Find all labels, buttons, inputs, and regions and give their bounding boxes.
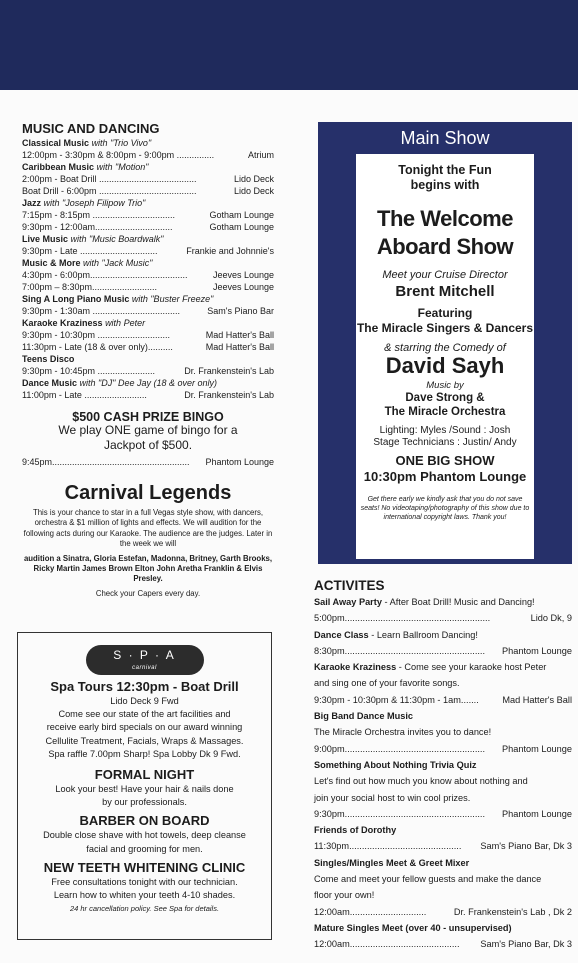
activity-heading [314, 627, 572, 643]
activity-time-row [314, 806, 572, 822]
tonight-line-2: begins with [410, 178, 480, 192]
activity-time: 9:30pm....................................................... [314, 808, 486, 819]
music-time-row [22, 221, 274, 233]
activity-heading [314, 822, 572, 838]
big-show: ONE BIG SHOW [395, 453, 495, 468]
comedian: David Sayh [385, 353, 505, 378]
music-time: 12:00pm - 3:30pm & 8:00pm - 9:00pm ............... [22, 150, 215, 160]
main-show-title: Main Show [400, 128, 490, 148]
music-item-heading [22, 317, 274, 329]
music-item-name: Karaoke Kraziness [22, 318, 103, 328]
music-item-name: Music & More [22, 258, 81, 268]
activity-line: join your social host to win cool prizes. [314, 792, 471, 803]
music-item-with: with "Jack Music" [83, 258, 153, 268]
formal-title: FORMAL NIGHT [94, 767, 195, 783]
music-item-name: Dance Music [22, 378, 78, 388]
music-venue: Gotham Lounge [209, 222, 274, 232]
activity-heading [314, 920, 572, 936]
activity-venue: Mad Hatter's Ball [502, 694, 572, 705]
director-name: Brent Mitchell [395, 283, 495, 300]
music-line-1: Dave Strong & [405, 392, 485, 404]
music-item-heading [22, 197, 274, 209]
starring: & starring the Comedy of [384, 342, 506, 354]
left-column [22, 121, 274, 599]
activity-time: 12:00am........................................... [314, 939, 460, 950]
music-item-name: Classical Music [22, 138, 90, 148]
music-item-heading [22, 233, 274, 245]
activity-name: Friends of Dorothy [314, 825, 397, 836]
activity-venue: Phantom Lounge [502, 808, 572, 819]
activity-name: Big Band Dance Music [314, 711, 414, 722]
music-venue: Mad Hatter's Ball [205, 342, 274, 352]
spa-location: Lido Deck 9 Fwd [110, 696, 179, 706]
header-banner [0, 0, 578, 90]
activity-venue: Lido Dk, 9 [530, 613, 572, 624]
barber-line: facial and grooming for men. [86, 843, 203, 854]
spa-logo-text: S · P · A [113, 648, 176, 662]
activity-venue: Phantom Lounge [502, 645, 572, 656]
spa-box [17, 632, 272, 940]
activity-line: and sing one of your favorite songs. [314, 678, 460, 689]
singers: The Miracle Singers & Dancers [356, 321, 534, 335]
music-time-row [22, 389, 274, 401]
music-time-row [22, 209, 274, 221]
music-title: MUSIC AND DANCING [22, 121, 160, 136]
tonight-line-1: Tonight the Fun [398, 163, 492, 177]
big-show-time: 10:30pm Phantom Lounge [363, 469, 527, 484]
music-time-row [22, 245, 274, 257]
activity-venue: Dr. Frankenstein's Lab , Dk 2 [453, 906, 572, 917]
barber-title: BARBER ON BOARD [79, 813, 210, 829]
activity-time: 9:30pm - 10:30pm & 11:30pm - 1am....... [314, 694, 479, 705]
music-item-with: with "Motion" [96, 162, 149, 172]
activity-name: Karaoke Kraziness [314, 662, 397, 673]
show-name-2: Aboard Show [376, 234, 514, 259]
music-venue: Jeeves Lounge [212, 270, 274, 280]
bingo-venue: Phantom Lounge [205, 457, 274, 467]
music-time-row [22, 269, 274, 281]
music-item-name: Sing A Long Piano Music [22, 294, 130, 304]
activities-list [314, 594, 572, 953]
music-time-row [22, 185, 274, 197]
music-time-row [22, 281, 274, 293]
activity-line: Come and meet your fellow guests and make the dance [314, 874, 542, 885]
activity-time-row [314, 904, 572, 920]
music-time-row [22, 149, 274, 161]
spa-tours: Spa Tours 12:30pm - Boat Drill [50, 679, 239, 694]
music-item-name: Live Music [22, 234, 69, 244]
activity-name: Sail Away Party [314, 597, 382, 607]
music-time: 11:00pm - Late ......................... [22, 390, 147, 400]
music-item-name: Caribbean Music [22, 162, 95, 172]
music-item-name: Jazz [22, 198, 42, 208]
music-item-with: with "Music Boardwalk" [70, 234, 164, 244]
bingo-time-row [22, 456, 274, 468]
activity-time-row [314, 741, 572, 757]
music-item-heading [22, 293, 274, 305]
barber-lines [22, 829, 267, 855]
music-time-row [22, 329, 274, 341]
spa-line: receive early bird specials on our award winning [46, 722, 243, 733]
music-item-name: Teens Disco [22, 354, 75, 364]
teeth-lines [22, 876, 267, 902]
activity-line: The Miracle Orchestra invites you to dance! [314, 727, 492, 738]
activity-time: 11:30pm............................................ [314, 841, 462, 852]
activity-venue: Phantom Lounge [502, 743, 572, 754]
legends-title: Carnival Legends [64, 482, 232, 504]
activities-title: ACTIVITES [314, 578, 385, 593]
activity-time: 12:00am.............................. [314, 906, 427, 917]
music-item-heading [22, 257, 274, 269]
legends-text-2: audition a Sinatra, Gloria Estefan, Madonna, Britney, Garth Brooks, Ricky Martin James Brown Elton John Aretha Franklin & Elvis Presley. [23, 553, 273, 584]
music-time: 9:30pm - 1:30am ................................... [22, 306, 181, 316]
music-time: 7:00pm – 8:30pm.......................... [22, 282, 158, 292]
music-venue: Jeeves Lounge [212, 282, 274, 292]
music-item-with: with "DJ" Dee Jay (18 & over only) [79, 378, 217, 388]
music-venue: Frankie and Johnnie's [186, 246, 274, 256]
bingo-time: 9:45pm....................................................... [22, 457, 190, 467]
music-time-row [22, 173, 274, 185]
main-show-stage [356, 154, 534, 559]
activity-name: Something About Nothing Trivia Quiz [314, 759, 477, 770]
music-venue: Dr. Frankenstein's Lab [184, 366, 274, 376]
teeth-title: NEW TEETH WHITENING CLINIC [43, 859, 246, 875]
music-item-with: with "Trio Vivo" [91, 138, 152, 148]
activity-line: floor your own! [314, 890, 375, 901]
music-by: Music by [426, 380, 464, 391]
formal-line: Look your best! Have your hair & nails done [55, 784, 234, 795]
music-item-with: with "Joseph Filipow Trio" [43, 198, 146, 208]
right-curtain-icon [534, 150, 572, 410]
activity-heading [314, 659, 572, 675]
activity-name: Dance Class [314, 629, 369, 640]
music-line-2: The Miracle Orchestra [384, 406, 506, 418]
formal-line: by our professionals. [102, 797, 187, 808]
music-venue: Mad Hatter's Ball [205, 330, 274, 340]
spa-line: Cellulite Treatment, Facials, Wraps & Massages. [45, 735, 244, 746]
activity-time: 5:00pm......................................................... [314, 613, 491, 624]
activity-time-row [314, 643, 572, 659]
music-venue: Lido Deck [233, 174, 274, 184]
activity-desc: - Come see your karaoke host Peter [396, 662, 547, 673]
show-name-1: The Welcome [377, 206, 513, 231]
music-item-heading [22, 377, 274, 389]
music-time-row [22, 341, 274, 353]
music-time-row [22, 305, 274, 317]
activity-line: Let's find out how much you know about nothing and [314, 776, 528, 787]
activity-name: Singles/Mingles Meet & Greet Mixer [314, 857, 470, 868]
spa-logo [86, 645, 204, 675]
music-time: 9:30pm - Late ............................... [22, 246, 158, 256]
music-item-with: with Peter [105, 318, 146, 328]
music-time: 9:30pm - 10:45pm ....................... [22, 366, 156, 376]
barber-line: Double close shave with hot towels, deep cleanse [43, 830, 246, 841]
spa-line: Come see our state of the art facilities and [58, 709, 231, 720]
music-time: 7:15pm - 8:15pm ................................. [22, 210, 176, 220]
bingo-line-1: We play ONE game of bingo for a [58, 423, 238, 437]
music-time: Boat Drill - 6:00pm ....................................... [22, 186, 197, 196]
bingo-title: $500 CASH PRIZE BINGO [72, 410, 224, 424]
spa-line: Spa raffle 7.00pm Sharp! Spa Lobby Dk 9 Fwd. [48, 748, 241, 759]
music-venue: Gotham Lounge [209, 210, 274, 220]
activity-time-row [314, 692, 572, 708]
music-time: 11:30pm - Late (18 & over only).......... [22, 342, 173, 352]
show-note: Get there early we kindly ask that you do not save seats! No videotaping/photography of this show due to international copyright laws. Thank you! [360, 496, 530, 521]
legends-text-1: This is your chance to star in a full Vegas style show, with dancers, orchestra & $1 million of lights and effects. We will audition for the following acts during our Karaoke. The audience are the judges. Later in the week we will [23, 508, 273, 549]
spa-logo-sub: carnival [132, 665, 157, 671]
activity-time-row [314, 936, 572, 952]
music-venue: Sam's Piano Bar [207, 306, 274, 316]
music-time-row [22, 365, 274, 377]
lighting: Lighting: Myles /Sound : Josh [379, 425, 511, 436]
teeth-line: Learn how to whiten your teeth 4-10 shades. [53, 890, 236, 901]
meet-director: Meet your Cruise Director [382, 269, 508, 281]
activity-heading [314, 594, 572, 610]
activity-heading [314, 855, 572, 871]
activity-venue: Sam's Piano Bar, Dk 3 [480, 939, 572, 950]
bingo-line-2: Jackpot of $500. [103, 438, 193, 452]
music-item-heading [22, 161, 274, 173]
music-time: 2:00pm - Boat Drill ....................................... [22, 174, 197, 184]
music-venue: Atrium [247, 150, 274, 160]
activities-column [314, 578, 572, 953]
music-venue: Lido Deck [233, 186, 274, 196]
left-curtain-icon [318, 150, 356, 410]
music-item-heading [22, 353, 274, 365]
legends-text-3: Check your Capers every day. [95, 588, 201, 598]
activity-time-row [314, 838, 572, 854]
music-time: 4:30pm - 6:00pm....................................... [22, 270, 188, 280]
music-item-heading [22, 137, 274, 149]
activity-heading [314, 757, 572, 773]
spa-cancel: 24 hr cancellation policy. See Spa for details. [69, 904, 220, 914]
music-list [22, 137, 274, 401]
activity-time: 8:30pm....................................................... [314, 645, 486, 656]
activity-desc: - Learn Ballroom Dancing! [368, 629, 478, 640]
teeth-line: Free consultations tonight with our technician. [51, 876, 238, 887]
activity-time: 9:00pm....................................................... [314, 743, 486, 754]
music-venue: Dr. Frankenstein's Lab [184, 390, 274, 400]
music-time: 9:30pm - 12:00am............................... [22, 222, 173, 232]
activity-heading [314, 708, 572, 724]
music-time: 9:30pm - 10:30pm ............................. [22, 330, 171, 340]
music-item-with: with "Buster Freeze" [131, 294, 214, 304]
activity-time-row [314, 610, 572, 626]
stage-tech: Stage Technicians : Justin/ Andy [373, 437, 517, 448]
main-show-box [318, 122, 572, 564]
featuring: Featuring [417, 306, 473, 320]
formal-lines [22, 783, 267, 809]
activity-desc: - After Boat Drill! Music and Dancing! [381, 597, 535, 607]
spa-lines [22, 708, 267, 761]
activity-name: Mature Singles Meet (over 40 - unsupervised) [314, 922, 512, 933]
activity-venue: Sam's Piano Bar, Dk 3 [480, 841, 572, 852]
